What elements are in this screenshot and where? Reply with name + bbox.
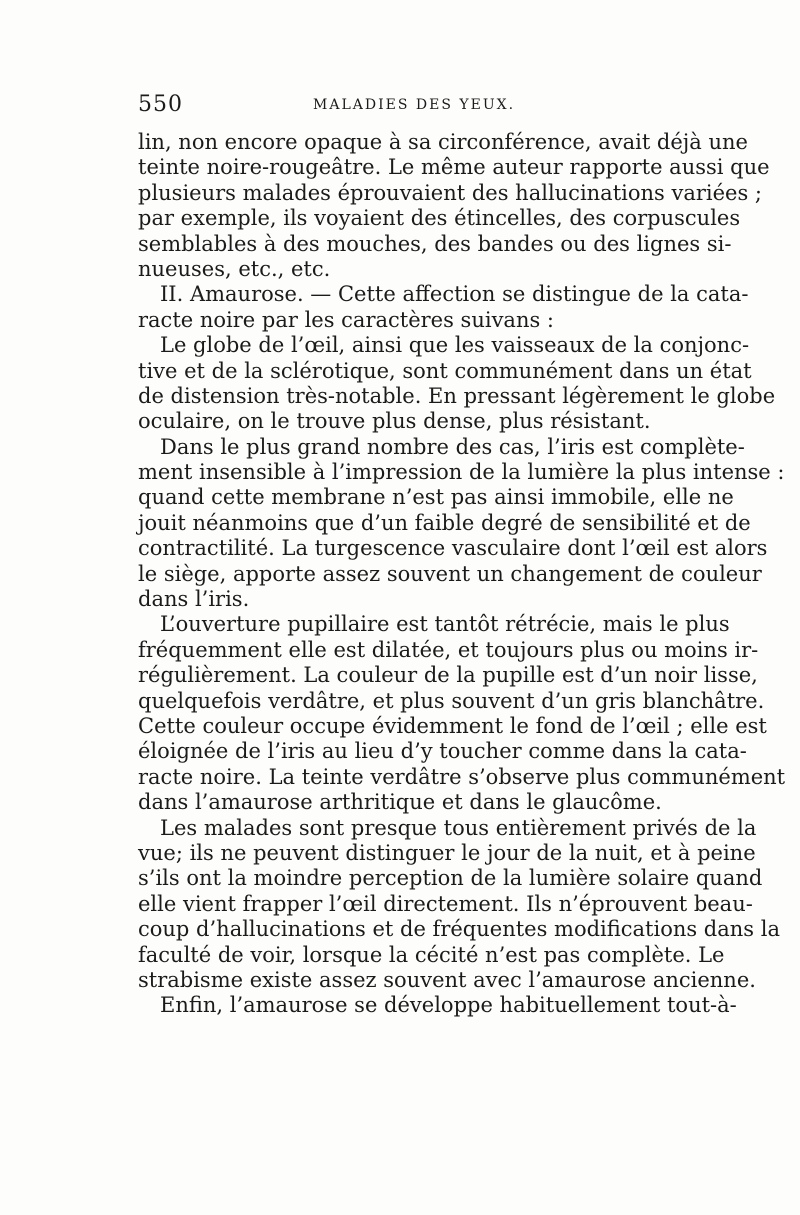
text-line: ment insensible à l’impression de la lumière la plus intense : [138, 460, 785, 485]
text-line: dans l’amaurose arthritique et dans le glaucôme. [138, 790, 662, 815]
text-line: semblables à des mouches, des bandes ou des lignes si- [138, 231, 732, 256]
text-line: par exemple, ils voyaient des étincelles, des corpuscules [138, 206, 741, 231]
text-line: nueuses, etc., etc. [138, 256, 331, 281]
text-line: Enfin, l’amaurose se développe habituellement tout-à- [160, 993, 737, 1018]
text-line: coup d’hallucinations et de fréquentes modifications dans la [138, 917, 780, 942]
text-line: de distension très-notable. En pressant légèrement le globe [138, 383, 776, 408]
section-heading-line: II. Amaurose. — Cette affection se distingue de la cata- [160, 282, 749, 307]
text-line: Le globe de l’œil, ainsi que les vaisseaux de la conjonc- [160, 333, 750, 358]
text-line: teinte noire-rougeâtre. Le même auteur rapporte aussi que [138, 155, 770, 180]
text-line: Les malades sont presque tous entièrement privés de la [160, 815, 757, 840]
running-title: MALADIES DES YEUX. [313, 97, 516, 113]
text-line: quelquefois verdâtre, et plus souvent d’un gris blanchâtre. [138, 688, 765, 713]
text-line: strabisme existe assez souvent avec l’amaurose ancienne. [138, 967, 756, 992]
text-line: racte noire par les caractères suivans : [138, 307, 555, 332]
text-line: fréquemment elle est dilatée, et toujours plus ou moins ir- [138, 637, 759, 662]
text-line: oculaire, on le trouve plus dense, plus résistant. [138, 409, 651, 434]
text-line: éloignée de l’iris au lieu d’y toucher comme dans la cata- [138, 739, 747, 764]
text-line: contractilité. La turgescence vasculaire dont l’œil est alors [138, 536, 768, 561]
text-line: L’ouverture pupillaire est tantôt rétrécie, mais le plus [160, 612, 730, 637]
text-line: faculté de voir, lorsque la cécité n’est pas complète. Le [138, 942, 725, 967]
body-text [138, 130, 786, 1019]
page-number: 550 [138, 92, 183, 117]
text-line: plusieurs malades éprouvaient des hallucinations variées ; [138, 180, 763, 205]
text-line: dans l’iris. [138, 587, 250, 612]
text-line: Cette couleur occupe évidemment le fond de l’œil ; elle est [138, 713, 767, 738]
text-line: vue; ils ne peuvent distinguer le jour de la nuit, et à peine [138, 840, 756, 865]
text-line: racte noire. La teinte verdâtre s’observe plus communément [138, 764, 786, 789]
text-line: quand cette membrane n’est pas ainsi immobile, elle ne [138, 485, 734, 510]
running-head [138, 92, 672, 122]
text-line: régulièrement. La couleur de la pupille est d’un noir lisse, [138, 663, 758, 688]
text-line: elle vient frapper l’œil directement. Ils n’éprouvent beau- [138, 891, 753, 916]
text-line: tive et de la sclérotique, sont communément dans un état [138, 358, 752, 383]
text-line: le siège, apporte assez souvent un changement de couleur [138, 561, 762, 586]
text-line: s’ils ont la moindre perception de la lumière solaire quand [138, 866, 763, 891]
text-line: Dans le plus grand nombre des cas, l’iris est complète- [160, 434, 745, 459]
text-line: lin, non encore opaque à sa circonférence, avait déjà une [138, 130, 748, 154]
text-line: jouit néanmoins que d’un faible degré de sensibilité et de [138, 510, 751, 535]
